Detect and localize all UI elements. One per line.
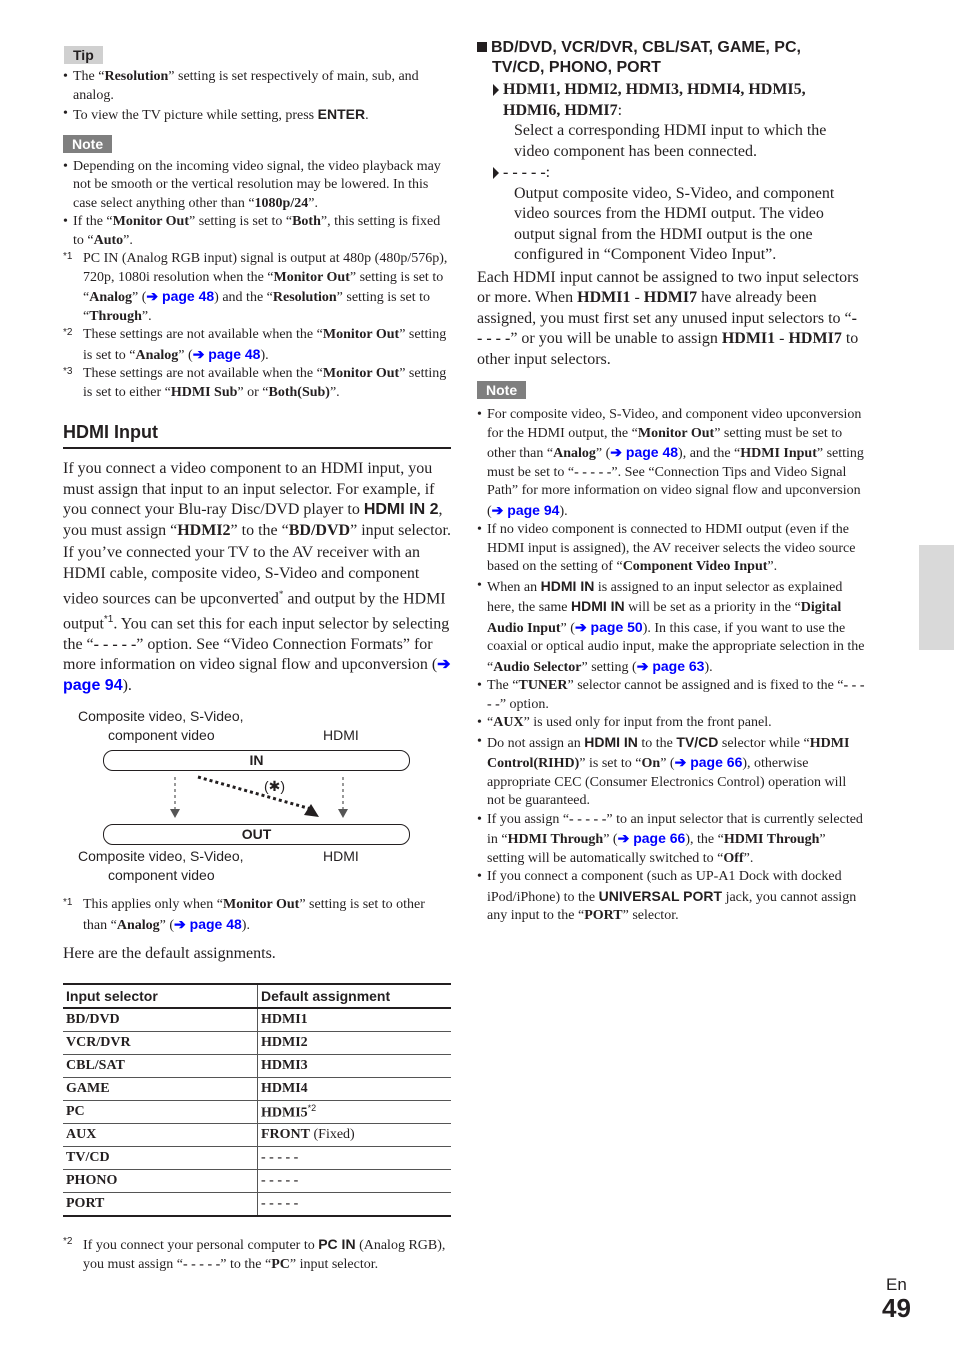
default-assignment-table: [63, 983, 451, 1218]
table-row: CBL/SAT HDMI3: [63, 1054, 451, 1077]
table-row: AUX FRONT (Fixed): [63, 1124, 451, 1147]
list-item: • Do not assign an HDMI IN to the TV/CD selector while “HDMI Control(RIHD)” is set to “On” (➔ page 66), otherwise appropriate CEC (Consumer Electronics Control) operation will not be guaranteed.: [477, 733, 865, 811]
footnote: *2 If you connect your personal computer to PC IN (Analog RGB), you must assign “- - - - -” to the “PC” input selector.: [63, 1236, 446, 1272]
list-item: • To view the TV picture while setting, press ENTER.: [63, 105, 451, 126]
paragraph: If you connect a video component to an HDMI input, you must assign that input to an input selector. For example, if you connect your Blu-ray Disc/DVD player to HDMI IN 2, you must assign “HDMI2” to the “BD/DVD” input selector.: [63, 460, 451, 539]
tip-label: Tip: [64, 46, 103, 64]
table-header: [63, 984, 451, 1008]
page-number: 49: [882, 1293, 911, 1323]
list-item: • If you connect a component (such as UP-A1 Dock with docked iPod/iPhone) to the UNIVERSAL PORT jack, you cannot assign any input to the “PORT” selector.: [477, 868, 865, 926]
footnote: *1 PC IN (Analog RGB input) signal is output at 480p (480p/576p), 720p, 1080i resolution when the “Monitor Out” setting is set to “Analog” (➔ page 48) and the “Resolution” setting is set to “Through”.: [63, 251, 448, 324]
list-item: • For composite video, S-Video, and component video upconversion for the HDMI output, the “Monitor Out” setting must be set to other than “Analog” (➔ page 48), and the “HDMI Input” setting must be set to “- - - - -”. See “Connection Tips and Video Signal Path” for more information on video signal flow and upconversion (➔ page 94).: [477, 406, 865, 521]
table-row: VCR/DVR HDMI2: [63, 1031, 451, 1054]
page-link[interactable]: ➔ page 63: [636, 657, 705, 674]
out-bar: OUT: [103, 824, 410, 845]
section-heading: HDMI Input: [63, 422, 451, 449]
table-row: GAME HDMI4: [63, 1077, 451, 1100]
page-link[interactable]: ➔ page 94: [491, 501, 560, 518]
list-item: • Depending on the incoming video signal, the video playback may not be smooth or the vertical resolution may be lowered. In this case select anything other than “1080p/24”.: [63, 158, 451, 214]
right-column: [477, 38, 865, 926]
diagram-label: HDMI: [323, 848, 359, 864]
page-link[interactable]: ➔ page 48: [174, 915, 242, 932]
list-item: • If no video component is connected to HDMI output (even if the HDMI input is assigned), the AV receiver selects the video source based on the setting of “Component Video Input”.: [477, 521, 865, 577]
upconvert-mark: (✱): [264, 778, 286, 794]
diagram-label: component video: [108, 727, 215, 743]
diagram-label: HDMI: [323, 727, 359, 743]
note-list: [477, 406, 865, 926]
left-column-lower: [63, 896, 451, 1274]
paragraph: Each HDMI input cannot be assigned to two input selectors or more. When HDMI1 - HDMI7 have already been assigned, you must first set any unused input selectors to “- - - - -” or you will be unable to assign HDMI1 - HDMI7 to other input selectors.: [477, 268, 859, 368]
selector-heading: BD/DVD, VCR/DVR, CBL/SAT, GAME, PC, TV/CD, PHONO, PORT: [477, 38, 865, 78]
upconversion-diagram: [63, 705, 451, 885]
paragraph: If you’ve connected your TV to the AV receiver with an HDMI cable, composite video, S-Video and component video sources can be upconverted* and output by the HDMI output$^{*1}$. You can set this for each input selector by selecting the “- - - - -” option. See “Video Connection Formats” for more information on video signal flow and upconversion (➔ page 94).: [63, 544, 451, 694]
table-row: TV/CD - - - - -: [63, 1147, 451, 1170]
page-link[interactable]: ➔ page 48: [192, 345, 261, 362]
table-row: BD/DVD HDMI1: [63, 1008, 451, 1032]
list-item: • The “Resolution” setting is set respectively of main, sub, and analog.: [63, 68, 451, 105]
list-item: • If the “Monitor Out” setting is set to “Both”, this setting is fixed to “Auto”.: [63, 213, 451, 250]
triangle-bullet-icon: [493, 84, 499, 96]
footnote: *1 This applies only when “Monitor Out” setting is set to other than “Analog” (➔ page 48).: [63, 897, 425, 933]
note-list: [63, 158, 451, 251]
table-row: PHONO - - - - -: [63, 1170, 451, 1193]
side-tab: [919, 545, 954, 650]
list-item: • “AUX” is used only for input from the front panel.: [477, 714, 865, 733]
tip-list: [63, 68, 451, 126]
column-header: Input selector: [63, 984, 258, 1008]
page-link[interactable]: ➔ page 66: [674, 754, 743, 770]
page-link[interactable]: ➔ page 48: [146, 288, 215, 304]
diagram-label: Composite video, S-Video,: [78, 848, 244, 864]
list-item: • When an HDMI IN is assigned to an input selector as explained here, the same HDMI IN will be set as a priority in the “Digital Audio Input” (➔ page 50). In this case, if you want to use the coaxial or optical audio input, make the appropriate selection in the “Audio Selector” setting (➔ page 63).: [477, 577, 865, 678]
table-intro: Here are the default assignments.: [63, 945, 276, 962]
page-link[interactable]: ➔ page 50: [574, 618, 643, 635]
option-dash: - - - - -: Output composite video, S-Video, and component video sources from the HDMI output. The video output signal from the HDMI output is the one configured in “Component Video Input”.: [477, 163, 865, 266]
column-header: Default assignment: [258, 984, 452, 1008]
footnote: *2 These settings are not available when the “Monitor Out” setting is set to “Analog” (➔ page 48).: [63, 327, 447, 363]
language-label: En: [886, 1275, 907, 1294]
note-label: Note: [477, 381, 526, 399]
square-bullet-icon: [477, 42, 487, 52]
option-hdmi: HDMI1, HDMI2, HDMI3, HDMI4, HDMI5, HDMI6, HDMI7: Select a corresponding HDMI input to which the video component has been connected.: [477, 80, 865, 162]
table-row: PORT - - - - -: [63, 1193, 451, 1217]
note-label: Note: [63, 135, 112, 153]
in-bar: IN: [103, 750, 410, 771]
diagram-label: Composite video, S-Video,: [78, 708, 244, 724]
page-link[interactable]: ➔ page 94: [63, 656, 451, 694]
page-link[interactable]: ➔ page 66: [617, 830, 686, 846]
left-column: [63, 46, 451, 696]
list-item: • If you assign “- - - - -” to an input selector that is currently selected in “HDMI Through” (➔ page 66), the “HDMI Through” setting will be automatically switched to “Off”.: [477, 811, 865, 869]
list-item: • The “TUNER” selector cannot be assigned and is fixed to the “- - - - -” option.: [477, 677, 865, 714]
footnote: *3 These settings are not available when the “Monitor Out” setting is set to either “HDMI Sub” or “Both(Sub)”.: [63, 366, 447, 400]
page-link[interactable]: ➔ page 48: [610, 444, 679, 460]
triangle-bullet-icon: [493, 167, 499, 179]
table-row: PC HDMI5$^{*2}$: [63, 1100, 451, 1124]
diagram-label: component video: [108, 867, 215, 883]
